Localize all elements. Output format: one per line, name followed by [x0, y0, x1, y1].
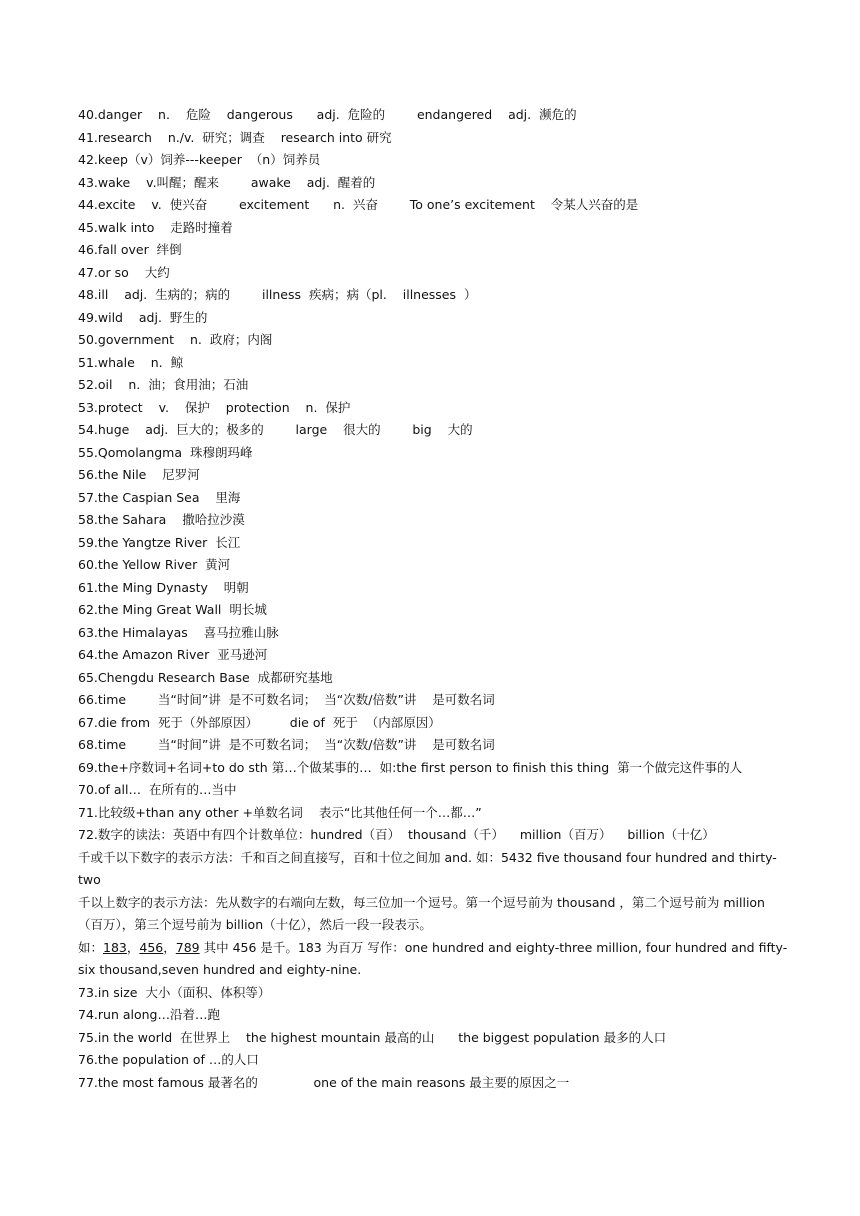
entry-77: 77.the most famous 最著名的 one of the main reasons 最主要的原因之一 — [78, 1074, 570, 1090]
entry-66: 66.time 当“时间”讲 是不可数名词； 当“次数/倍数”讲 是可数名词 — [78, 692, 495, 707]
entry-63: 63.the Himalayas 喜马拉雅山脉 — [78, 624, 279, 640]
example-separator: ， — [163, 939, 176, 955]
entry-46: 46.fall over 绊倒 — [78, 242, 182, 257]
entry-61: 61.the Ming Dynasty 明朝 — [78, 579, 249, 595]
example-number-units: 789 — [175, 939, 200, 955]
entry-53: 53.protect v. 保护 protection n. 保护 — [78, 399, 351, 415]
entry-54: 54.huge adj. 巨大的；极多的 large 很大的 big 大的 — [78, 422, 473, 437]
entry-76: 76.the population of …的人口 — [78, 1052, 259, 1067]
entry-48: 48.ill adj. 生病的；病的 illness 疾病；病（pl. illnesses ） — [78, 287, 477, 302]
entry-42: 42.keep（v）饲养---keeper （n）饲养员 — [78, 152, 321, 167]
entry-52: 52.oil n. 油；食用油；石油 — [78, 377, 249, 392]
entry-49: 49.wild adj. 野生的 — [78, 309, 208, 325]
entry-57: 57.the Caspian Sea 里海 — [78, 489, 241, 505]
number-rule-above-thousand: 千以上数字的表示方法：先从数字的右端向左数，每三位加一个逗号。第一个逗号前为 thousand ，第二个逗号前为 million（百万），第三个逗号前为 billion（十亿），然后一段一段表示。 — [78, 894, 765, 932]
entry-40: 40.danger n. 危险 dangerous adj. 危险的 endangered adj. 濒危的 — [78, 107, 577, 122]
entry-65: 65.Chengdu Research Base 成都研究基地 — [78, 669, 333, 685]
entry-43: 43.wake v.叫醒；醒来 awake adj. 醒着的 — [78, 174, 376, 190]
example-number-thousands: 456 — [139, 939, 164, 955]
example-separator: ， — [126, 939, 140, 955]
entry-69: 69.the+序数词+名词+to do sth 第…个做某事的… 如:the first person to finish this thing 第一个做完这件事的人 — [78, 759, 743, 775]
entry-67: 67.die from 死于（外部原因） die of 死于 （内部原因） — [78, 714, 441, 730]
entry-74: 74.run along…沿着…跑 — [78, 1007, 220, 1022]
entry-41: 41.research n./v. 研究；调查 research into 研究 — [78, 129, 392, 145]
entry-47: 47.or so 大约 — [78, 264, 170, 280]
entry-45: 45.walk into 走路时撞着 — [78, 219, 233, 235]
number-rule-below-thousand: 千或千以下数字的表示方法：千和百之间直接写，百和十位之间加 and. 如：5432 five thousand four hundred and thirty-two — [78, 849, 777, 887]
entry-70: 70.of all… 在所有的…当中 — [78, 782, 237, 797]
entry-62: 62.the Ming Great Wall 明长城 — [78, 602, 267, 617]
entry-55: 55.Qomolangma 珠穆朗玛峰 — [78, 444, 253, 460]
number-example — [78, 937, 788, 982]
vocabulary-list — [78, 104, 788, 1094]
entry-60: 60.the Yellow River 黄河 — [78, 557, 231, 572]
entry-56: 56.the Nile 尼罗河 — [78, 467, 200, 482]
entry-59: 59.the Yangtze River 长江 — [78, 534, 241, 550]
entry-50: 50.government n. 政府；内阁 — [78, 332, 273, 347]
example-explanation: 其中 456 是千。183 为百万 写作：one hundred and eighty-three million, four hundred and fifty-six thousand,seven hundred and eighty-nine. — [78, 939, 788, 977]
entry-51: 51.whale n. 鲸 — [78, 354, 184, 370]
entry-75: 75.in the world 在世界上 the highest mountain 最高的山 the biggest population 最多的人口 — [78, 1029, 667, 1045]
entry-68: 68.time 当“时间”讲 是不可数名词； 当“次数/倍数”讲 是可数名词 — [78, 737, 495, 752]
entry-58: 58.the Sahara 撒哈拉沙漠 — [78, 512, 245, 527]
entry-72: 72.数字的读法：英语中有四个计数单位：hundred（百） thousand（千） million（百万） billion（十亿） — [78, 827, 715, 842]
entry-64: 64.the Amazon River 亚马逊河 — [78, 647, 268, 662]
example-number-millions: 183 — [103, 939, 127, 955]
entry-73: 73.in size 大小（面积、体积等） — [78, 984, 271, 1000]
entry-44: 44.excite v. 使兴奋 excitement n. 兴奋 To one’s excitement 令某人兴奋的是 — [78, 197, 639, 212]
example-prefix: 如： — [78, 939, 104, 955]
entry-71: 71.比较级+than any other +单数名词 表示“比其他任何一个…都…” — [78, 804, 482, 820]
